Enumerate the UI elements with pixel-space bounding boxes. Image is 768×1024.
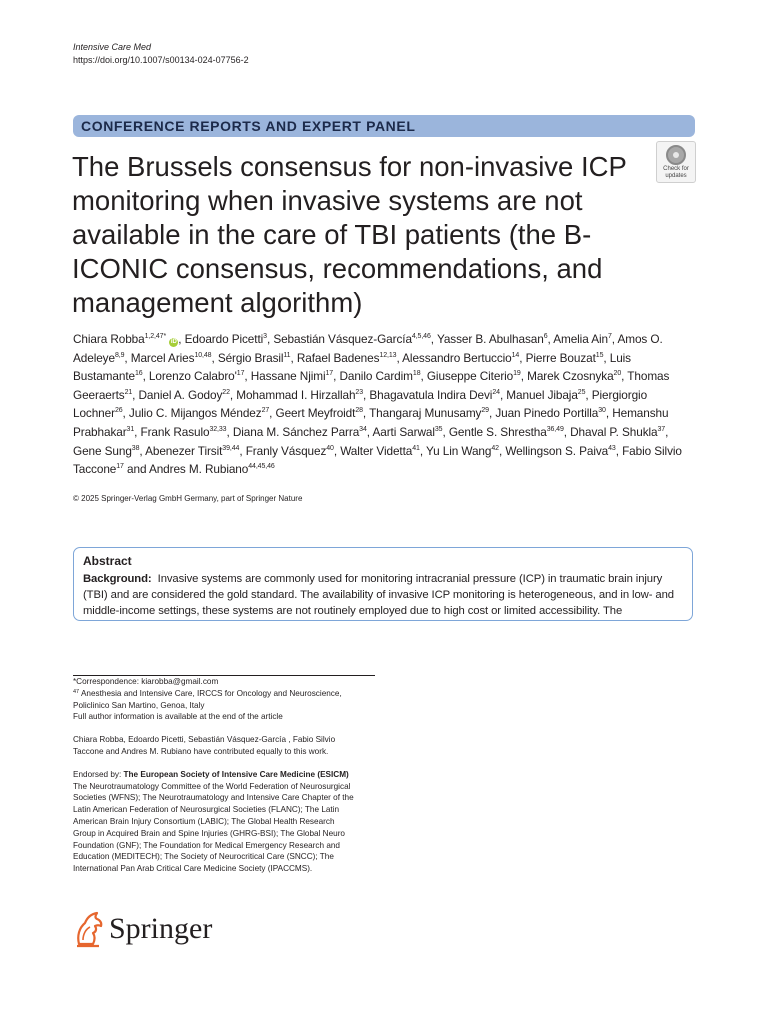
author-name: Rafael Badenes [296,350,380,365]
author-name: Amelia Ain [553,332,608,346]
author-name: Edoardo Picetti [184,332,264,346]
endorsed-esicm: The European Society of Intensive Care Medicine (ESICM) [123,769,349,779]
author-affiliation: 29 [481,407,489,415]
author-name: Daniel A. Godoy [138,387,223,402]
author-entry [495,406,606,420]
check-updates-icon [666,145,686,165]
equal-contribution-note: Chiara Robba, Edoardo Picetti, Sebastián Vásquez-García , Fabio Silvio Taccone and Andres M. Rubiano have contributed equally to this work. [73,735,336,756]
author-list: Chiara Robba$^{1,2,47*}$ iD , Edoardo Picetti$^3$, Sebastián Vásquez-García$^{4,5,46}$, Yasser B. Abulhasan$^6$, Amelia Ain$^7$, Amos O. Adeleye$^{8,9}$, Marcel Aries$^{10,48}$, Sérgio Brasil$^{11}$, Rafael Badenes$^{12,13}$, Alessandro Bertuccio$^{14}$, Pierre Bouzat$^{15}$, Luis Bustamante$^{16}$, Lorenzo $Calabro'^{17}$, Hassane Njimi$^{17}$, Danilo Cardim$^{18}$, Giuseppe Citerio$^{19}$, Marek Czosnyka$^{20}$, Thomas Geeraerts$^{21}$, Daniel A. Godoy$^{22}$, Mohammad I. Hirzallah$^{23}$, Bhagavatula Indira Devi$^{24}$, Manuel Jibaja$^{25}$, Piergiorgio Lochner$^{26}$, Julio C. Mijangos Méndez$^{27}$, Geert Meyfroidt$^{28}$, Thangaraj Munusamy$^{29}$, Juan Pinedo Portilla$^{30}$, Hemanshu Prabhakar$^{31}$, Frank Rasulo$^{32,33}$, Diana M. Sánchez Parra$^{34}$, Aarti Sarwal$^{35}$, Gentle S. Shrestha$^{36,49}$, Dhaval P. Shukla$^{37}$, Gene Sung$^{38}$, Abenezer Tirsit$^{39,44}$, Franly Vásquez$^{40}$, Walter Videtta$^{41}$, Yu Lin Wang$^{42}$, Wellingson S. Paiva$^{43}$, Fabio Silvio Taccone$^{17}$ and Andres M. Rubiano$^{44,45,46}$ [73,332,682,477]
author-affiliation: 14 [511,351,520,359]
author-entry [131,351,212,365]
background-label: Background: [83,573,152,585]
author-entry [437,332,548,346]
author-affiliation: 43 [608,444,616,452]
author-entry [340,444,420,458]
author-affiliation: 32,33 [209,425,227,433]
author-entry [251,369,333,383]
author-name: Hassane Njimi [250,369,326,384]
author-affiliation: 24 [492,388,500,396]
author-affiliation: 8,9 [114,351,125,359]
author-affiliation: 42 [491,444,499,452]
author-name: Wellingson S. Paiva [505,443,609,458]
author-entry [297,351,397,365]
author-name: Sérgio Brasil [217,350,284,365]
publisher-name: Springer [109,912,213,945]
footnotes [73,676,358,875]
author-affiliation: 21 [124,388,133,396]
author-affiliation: 17 [325,370,334,378]
endorsement-note [73,769,358,875]
journal-name: Intensive Care Med [73,42,152,52]
author-entry [505,444,615,458]
author-name: Manuel Jibaja [506,387,578,402]
author-entry [236,388,363,402]
affiliation-47-text: Anesthesia and Intensive Care, IRCCS for Oncology and Neuroscience, Policlinico San Martino, Genoa, Italy [73,688,342,710]
author-entry [570,425,665,439]
author-name: Julio C. Mijangos Méndez [128,406,262,421]
author-name: Thomas Geeraerts [73,369,670,402]
author-name: Pierre Bouzat [525,350,596,365]
abstract-heading: Abstract [83,554,132,568]
author-name: Fabio Silvio Taccone [73,443,682,477]
author-name: Bhagavatula Indira Devi [369,387,493,402]
author-affiliation: 20 [613,370,622,378]
abstract-box [73,547,693,621]
author-affiliation: 23 [355,388,364,396]
author-affiliation: 17 [236,370,245,378]
author-name: Alessandro Bertuccio [402,350,512,365]
author-entry [139,388,230,402]
author-entry [372,425,442,439]
copyright: © 2025 Springer-Verlag GmbH Germany, part of Springer Nature [73,494,303,503]
author-name: Andres M. Rubiano [148,462,249,477]
author-entry [273,332,430,346]
author-affiliation: 4,5,46 [411,333,431,340]
full-author-info: Full author information is available at the end of the article [73,712,283,722]
author-entry [218,351,291,365]
author-affiliation: 31 [126,425,135,433]
author-entry [369,406,489,420]
author-name: Sebastián Vásquez-García [273,332,412,346]
author-name: Abenezer Tirsit [145,443,223,458]
orcid-icon[interactable]: iD [170,339,177,345]
affiliation-47-number: 47 [73,688,80,695]
author-name: Gentle S. Shrestha [448,424,547,439]
author-name: Hemanshu Prabhakar [73,406,669,439]
author-affiliation: 10,48 [194,351,212,359]
author-affiliation: 7 [607,333,612,340]
check-updates-line1: Check for [663,166,689,172]
author-name: Marcel Aries [130,350,195,365]
author-entry [506,388,585,402]
author-name: Thangaraj Munusamy [369,406,482,421]
author-entry [276,406,363,420]
endorsed-rest: The Neurotraumatology Committee of the World Federation of Neurosurgical Societies (WFNS); The Neurotraumatology and Intensive Care Chapter of the Latin American Federation of Neurosurgical Societies (FLANC); The Latin American Brain Injury Consortium (LABIC); The Global Health Research Group in Acquired Brain and Spine Injuries (GHRG-BSI); The Global Neuro Foundation (GNF); The Foundation for Medical Emergency Research and Education (MEDITECH); The Society of Neurocritical Care (SNCC); The International Pan Arab Critical Care Medicine Society (IPACCMS). [73,781,354,874]
journal-header [73,41,249,67]
correspondence: *Correspondence: kiarobba@gmail.com [73,677,219,686]
author-name: Luis Bustamante [73,350,631,384]
author-name: Marek Czosnyka [527,369,614,384]
author-name: Chiara Robba [73,332,145,346]
author-name: Yu Lin Wang [426,443,492,458]
author-affiliation: 30 [598,407,606,415]
springer-horse-icon [73,910,105,948]
author-name: Amos O. Adeleye [73,332,663,365]
author-entry [527,369,621,383]
background-text: Invasive systems are commonly used for monitoring intracranial pressure (ICP) in traumatic brain injury (TBI) and are considered the gold standard. The availability of invasive ICP monitoring is heterogeneous, and in low- and middle-income settings, these systems are not routinely employed due to high cost or limited accessibility. The [83,573,674,617]
author-name: Walter Videtta [340,443,413,458]
author-name: Yasser B. Abulhasan [436,332,544,346]
doi-link[interactable]: https://doi.org/10.1007/s00134-024-07756-2 [73,55,249,65]
author-name: Mohammad I. Hirzallah [236,387,356,402]
author-entry [233,425,367,439]
section-banner [73,115,695,137]
author-entry [553,332,612,346]
author-entry [339,369,420,383]
author-entry [149,462,275,476]
author-affiliation: 22 [222,388,230,396]
abstract-background [83,571,683,619]
author-entry [369,388,500,402]
author-name: Aarti Sarwal [372,424,435,439]
author-affiliation: 18 [412,370,421,378]
author-name: Lorenzo Calabro' [148,369,237,384]
author-affiliation: 40 [326,444,334,452]
author-name: Dhaval P. Shukla [570,424,658,439]
author-affiliation: 16 [134,370,143,378]
author-affiliation: 1,2,47* [144,333,167,340]
author-affiliation: 19 [513,370,521,378]
author-entry [526,351,604,365]
affiliation-47 [73,688,358,712]
author-affiliation: 26 [114,407,123,415]
author-entry [73,332,178,346]
author-entry [185,332,267,346]
author-name: Piergiorgio Lochner [73,387,648,421]
author-entry [140,425,226,439]
author-affiliation: 3 [263,333,267,340]
author-affiliation: 34 [359,425,367,433]
author-entry [73,444,139,458]
author-affiliation: 44,45,46 [248,463,275,471]
section-label: CONFERENCE REPORTS AND EXPERT PANEL [81,118,416,134]
author-name: Juan Pinedo Portilla [495,406,599,421]
check-for-updates-badge[interactable] [656,141,696,183]
author-entry [145,444,239,458]
author-name: Diana M. Sánchez Parra [232,424,360,439]
author-affiliation: 11 [283,351,291,359]
author-entry [449,425,564,439]
endorsed-prefix: Endorsed by: [73,769,124,779]
check-updates-line2: updates [665,172,687,179]
author-entry [426,444,499,458]
author-entry [149,369,244,383]
author-affiliation: 25 [577,388,586,396]
author-affiliation: 39,44 [222,444,240,452]
author-name: Geert Meyfroidt [275,406,356,421]
author-affiliation: 27 [261,407,270,415]
author-affiliation: 15 [595,351,604,359]
author-entry [427,369,521,383]
author-entry [129,406,269,420]
author-name: Gene Sung [73,443,132,458]
author-affiliation: 41 [412,444,420,452]
author-name: Giuseppe Citerio [426,369,514,384]
author-affiliation: 35 [434,425,443,433]
author-affiliation: 28 [355,407,363,415]
author-name: Danilo Cardim [339,369,413,384]
author-affiliation: 6 [543,333,548,340]
author-affiliation: 12,13 [379,351,397,359]
author-name: Franly Vásquez [245,443,327,458]
author-name: Frank Rasulo [140,424,210,439]
author-affiliation: 37 [657,425,666,433]
author-entry [402,351,519,365]
author-affiliation: 17 [116,463,124,471]
author-affiliation: 36,49 [546,425,564,433]
author-entry [246,444,334,458]
article-title: The Brussels consensus for non-invasive ICP monitoring when invasive systems are not available in the care of TBI patients (the B-ICONIC consensus, recommendations, and management algorithm) [72,151,627,318]
author-affiliation: 38 [131,444,140,452]
